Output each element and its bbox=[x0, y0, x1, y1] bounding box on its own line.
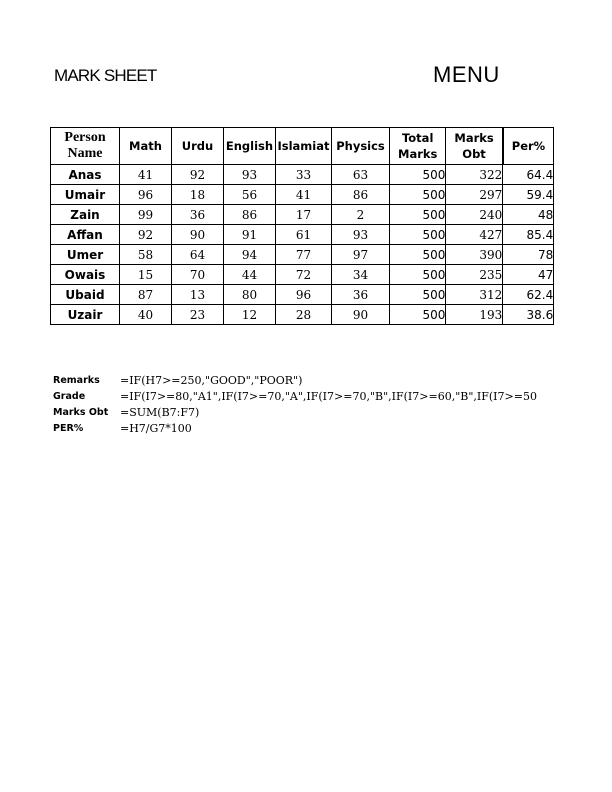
cell-obt: 193 bbox=[446, 305, 503, 325]
cell-urdu: 90 bbox=[172, 225, 224, 245]
table-row bbox=[51, 285, 554, 305]
cell-total: 500 bbox=[390, 225, 446, 245]
formula-label: Remarks bbox=[53, 374, 100, 386]
cell-name: Zain bbox=[51, 205, 120, 225]
cell-total: 500 bbox=[390, 165, 446, 185]
cell-name: Umer bbox=[51, 245, 120, 265]
cell-islamiat: 33 bbox=[276, 165, 332, 185]
cell-name: Anas bbox=[51, 165, 120, 185]
cell-math: 58 bbox=[120, 245, 172, 265]
header-row bbox=[51, 128, 554, 165]
cell-english: 44 bbox=[224, 265, 276, 285]
cell-english: 12 bbox=[224, 305, 276, 325]
cell-name: Owais bbox=[51, 265, 120, 285]
col-header-islamiat: Islamiat bbox=[276, 128, 332, 165]
cell-urdu: 92 bbox=[172, 165, 224, 185]
cell-islamiat: 61 bbox=[276, 225, 332, 245]
cell-english: 94 bbox=[224, 245, 276, 265]
cell-per: 38.6 bbox=[503, 305, 554, 325]
formula-text: =IF(I7>=80,"A1",IF(I7>=70,"A",IF(I7>=70,"B",IF(I7>=60,"B",IF(I7>=50 bbox=[120, 389, 537, 403]
cell-name: Affan bbox=[51, 225, 120, 245]
formula-row-marks-obt bbox=[53, 404, 545, 420]
col-header-person-name: Person Name bbox=[51, 128, 120, 165]
cell-name: Ubaid bbox=[51, 285, 120, 305]
cell-english: 93 bbox=[224, 165, 276, 185]
cell-urdu: 70 bbox=[172, 265, 224, 285]
page-title: MARK SHEET bbox=[54, 66, 157, 85]
cell-islamiat: 28 bbox=[276, 305, 332, 325]
cell-islamiat: 96 bbox=[276, 285, 332, 305]
table-row bbox=[51, 265, 554, 285]
cell-math: 41 bbox=[120, 165, 172, 185]
cell-per: 78 bbox=[503, 245, 554, 265]
cell-per: 48 bbox=[503, 205, 554, 225]
formula-label: Grade bbox=[53, 390, 86, 402]
cell-urdu: 23 bbox=[172, 305, 224, 325]
cell-total: 500 bbox=[390, 245, 446, 265]
cell-urdu: 36 bbox=[172, 205, 224, 225]
cell-urdu: 64 bbox=[172, 245, 224, 265]
table-row bbox=[51, 185, 554, 205]
col-header-total-marks: Total Marks bbox=[390, 128, 446, 165]
cell-physics: 90 bbox=[332, 305, 390, 325]
col-header-english: English bbox=[224, 128, 276, 165]
cell-islamiat: 72 bbox=[276, 265, 332, 285]
formula-label: PER% bbox=[53, 422, 84, 434]
cell-obt: 235 bbox=[446, 265, 503, 285]
cell-per: 59.4 bbox=[503, 185, 554, 205]
cell-obt: 322 bbox=[446, 165, 503, 185]
cell-urdu: 18 bbox=[172, 185, 224, 205]
cell-english: 86 bbox=[224, 205, 276, 225]
formula-row-remarks bbox=[53, 372, 545, 388]
cell-english: 56 bbox=[224, 185, 276, 205]
cell-total: 500 bbox=[390, 185, 446, 205]
cell-physics: 36 bbox=[332, 285, 390, 305]
cell-math: 99 bbox=[120, 205, 172, 225]
cell-per: 64.4 bbox=[503, 165, 554, 185]
col-header-math: Math bbox=[120, 128, 172, 165]
cell-per: 62.4 bbox=[503, 285, 554, 305]
cell-math: 40 bbox=[120, 305, 172, 325]
cell-islamiat: 77 bbox=[276, 245, 332, 265]
menu-heading: MENU bbox=[433, 62, 500, 87]
cell-physics: 93 bbox=[332, 225, 390, 245]
formula-row-per bbox=[53, 420, 545, 436]
formula-text: =SUM(B7:F7) bbox=[120, 405, 200, 419]
cell-math: 15 bbox=[120, 265, 172, 285]
cell-total: 500 bbox=[390, 205, 446, 225]
cell-obt: 427 bbox=[446, 225, 503, 245]
cell-math: 96 bbox=[120, 185, 172, 205]
cell-math: 87 bbox=[120, 285, 172, 305]
cell-total: 500 bbox=[390, 305, 446, 325]
col-header-urdu: Urdu bbox=[172, 128, 224, 165]
cell-physics: 2 bbox=[332, 205, 390, 225]
formula-text: =IF(H7>=250,"GOOD","POOR") bbox=[120, 373, 303, 387]
table-row bbox=[51, 305, 554, 325]
cell-islamiat: 41 bbox=[276, 185, 332, 205]
cell-obt: 297 bbox=[446, 185, 503, 205]
cell-obt: 240 bbox=[446, 205, 503, 225]
cell-name: Umair bbox=[51, 185, 120, 205]
table-row bbox=[51, 245, 554, 265]
marks-table bbox=[50, 127, 554, 325]
formula-label: Marks Obt bbox=[53, 406, 109, 418]
table-row bbox=[51, 205, 554, 225]
cell-obt: 390 bbox=[446, 245, 503, 265]
cell-math: 92 bbox=[120, 225, 172, 245]
table-row bbox=[51, 225, 554, 245]
cell-english: 91 bbox=[224, 225, 276, 245]
formula-notes bbox=[53, 372, 545, 436]
col-header-per: Per% bbox=[503, 128, 554, 165]
cell-physics: 97 bbox=[332, 245, 390, 265]
cell-total: 500 bbox=[390, 265, 446, 285]
cell-islamiat: 17 bbox=[276, 205, 332, 225]
cell-obt: 312 bbox=[446, 285, 503, 305]
cell-physics: 63 bbox=[332, 165, 390, 185]
table-row bbox=[51, 165, 554, 185]
cell-english: 80 bbox=[224, 285, 276, 305]
col-header-physics: Physics bbox=[332, 128, 390, 165]
formula-text: =H7/G7*100 bbox=[120, 421, 192, 435]
cell-name: Uzair bbox=[51, 305, 120, 325]
cell-per: 47 bbox=[503, 265, 554, 285]
cell-total: 500 bbox=[390, 285, 446, 305]
cell-physics: 86 bbox=[332, 185, 390, 205]
cell-per: 85.4 bbox=[503, 225, 554, 245]
col-header-marks-obt: Marks Obt bbox=[446, 128, 503, 165]
cell-physics: 34 bbox=[332, 265, 390, 285]
cell-urdu: 13 bbox=[172, 285, 224, 305]
formula-row-grade bbox=[53, 388, 545, 404]
